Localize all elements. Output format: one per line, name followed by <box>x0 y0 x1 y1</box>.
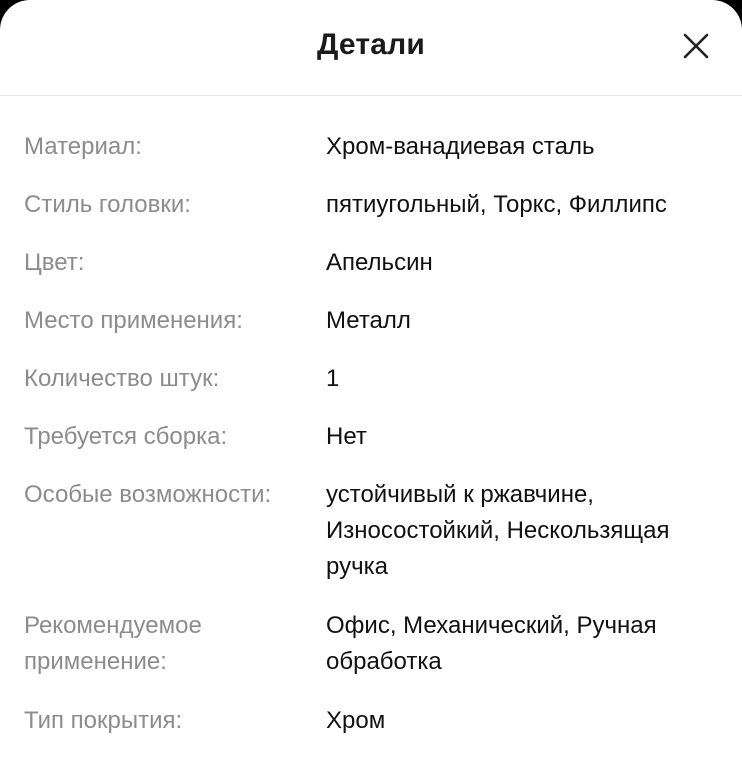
detail-value: Нет <box>326 423 367 450</box>
detail-label: Особые возможности: <box>24 481 272 508</box>
detail-value: 1 <box>326 365 340 392</box>
detail-label: Цвет: <box>24 249 85 276</box>
detail-value: Хром-ванадиевая сталь <box>326 133 595 160</box>
detail-label: Рекомендуемое применение: <box>24 612 202 675</box>
detail-value: пятиугольный, Торкс, Филлипс <box>326 191 667 218</box>
close-icon[interactable] <box>680 30 712 62</box>
sheet-title: Детали <box>316 28 426 61</box>
detail-value: Офис, Механический, Ручная обработка <box>326 612 657 675</box>
detail-value: Металл <box>326 307 411 334</box>
detail-label: Требуется сборка: <box>24 423 228 450</box>
detail-label: Место применения: <box>24 307 243 334</box>
detail-value: Хром <box>326 707 386 734</box>
detail-label: Стиль головки: <box>24 191 191 218</box>
detail-label: Количество штук: <box>24 365 220 392</box>
sheet-header <box>0 0 742 96</box>
detail-label: Материал: <box>24 133 142 160</box>
detail-value: Апельсин <box>326 249 433 276</box>
detail-value: устойчивый к ржавчине, Износостойкий, Нескользящая ручка <box>326 481 670 580</box>
detail-label: Тип покрытия: <box>24 707 183 734</box>
